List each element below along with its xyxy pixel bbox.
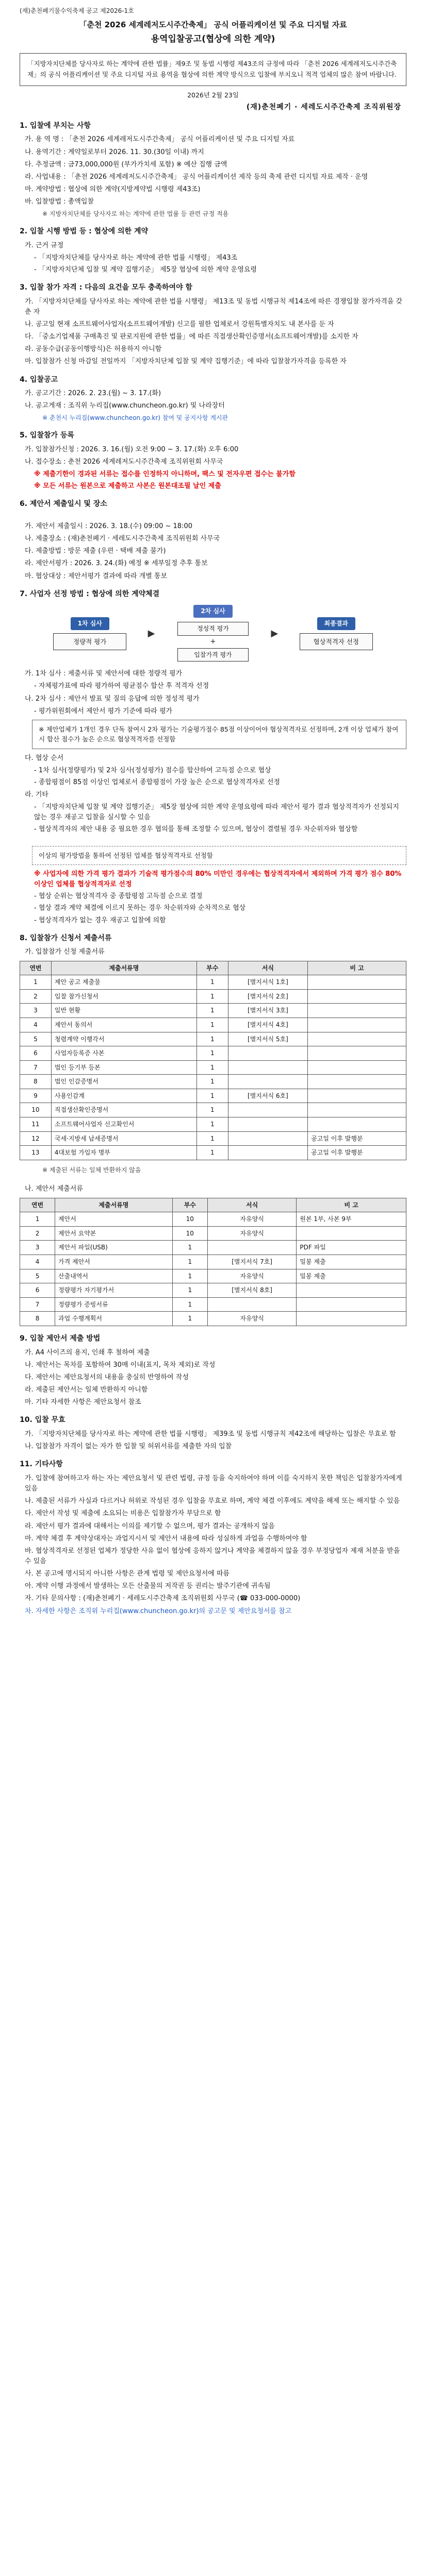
- table-cell: 3: [20, 1004, 52, 1018]
- s5-item: 가. 입찰참가신청 : 2026. 3. 16.(월) 오전 9:00 ~ 3. 17.(화) 오후 6:00: [25, 445, 239, 453]
- s11-item: 차. 자세한 사항은 조직위 누리집(www.chuncheon.go.kr)의 공고문 및 제안요청서를 참고: [25, 1607, 292, 1615]
- s8-note: ※ 제출된 서류는 일체 반환하지 않음: [42, 1166, 141, 1174]
- table-cell: 직접생산확인증명서: [51, 1103, 196, 1117]
- table-cell: 8: [20, 1312, 55, 1326]
- table-header: 부수: [172, 1198, 207, 1212]
- table-header: 제출서류명: [51, 961, 196, 975]
- table-cell: 2: [20, 989, 52, 1004]
- table-cell: [별지서식 8호]: [207, 1283, 297, 1298]
- table-cell: 4: [20, 1018, 52, 1032]
- table-cell: [308, 1117, 406, 1132]
- table-cell: 사업자등록증 사본: [51, 1046, 196, 1061]
- table-row: [20, 1146, 406, 1160]
- table-row: [20, 1032, 406, 1046]
- table-header: 제출서류명: [55, 1198, 173, 1212]
- s1-item: 바. 입찰방법 : 총액입찰: [25, 198, 94, 206]
- table-cell: 입찰 참가신청서: [51, 989, 196, 1004]
- s7-item: - 협상적격자가 없는 경우 재공고 입찰에 의함: [34, 916, 166, 924]
- table-header: 부수: [196, 961, 228, 975]
- table-cell: [228, 1131, 307, 1146]
- title-line: 「춘천 2026 세계레저도시주간축제」 공식 어플리케이션 및 주요 디지털 자료: [79, 20, 347, 29]
- section-9-title: 9. 입찰 제안서 제출 방법: [20, 1334, 101, 1343]
- s7-item: - 평가위원회에서 제안서 평가 기준에 따라 평가: [34, 707, 173, 715]
- s7-item: - 「지방자치단체 입찰 및 계약 집행기준」 제5장 협상에 의한 계약 운영요령에 따라 제안서 평가 결과 협상적격자가 선정되지 않는 경우 재공고 입찰을 실시할 수 있음: [34, 803, 399, 822]
- section-8-title: 8. 입찰참가 신청서 제출서류: [20, 934, 112, 942]
- table-header: 연번: [20, 1198, 55, 1212]
- s3-item: 다. 「중소기업제품 구매촉진 및 판로지원에 관한 법률」에 따른 직접생산확인증명서(소프트웨어개발)를 소지한 자: [25, 333, 358, 341]
- s6-item: 마. 협상대상 : 제안서평가 결과에 따라 개별 통보: [25, 572, 168, 580]
- table-cell: 1: [196, 975, 228, 990]
- table-cell: 1: [196, 1060, 228, 1075]
- table-cell: 10: [172, 1212, 207, 1227]
- s6-item: 나. 제출장소 : (재)춘천폐기 · 세레도시주간축제 조직위원회 사무국: [25, 535, 220, 543]
- table-cell: [297, 1297, 406, 1312]
- flow-step-2: [172, 605, 254, 663]
- flow-step-1: [48, 617, 131, 650]
- table-cell: [별지서식 2호]: [228, 989, 307, 1004]
- table-cell: 산출내역서: [55, 1269, 173, 1283]
- table-cell: 10: [20, 1103, 52, 1117]
- table-header-row: [20, 961, 406, 975]
- section-6-title: 6. 제안서 제출일시 및 장소: [20, 500, 107, 509]
- s10-item: 나. 입찰참가 자격이 없는 자가 한 입찰 및 허위서류를 제출한 자의 입찰: [25, 1443, 232, 1451]
- s9-item: 마. 기타 자세한 사항은 제안요청서 참조: [25, 1398, 141, 1406]
- table-cell: [308, 1046, 406, 1061]
- table-cell: [별지서식 7호]: [207, 1255, 297, 1269]
- section-2-title: 2. 입찰 시행 방법 등 : 협상에 의한 계약: [20, 227, 148, 235]
- s7-item: 라. 기타: [25, 791, 48, 799]
- table-cell: [207, 1241, 297, 1255]
- s5-item: 나. 접수장소 : 춘천 2026 세계레저도시주간축제 조직위원회 사무국: [25, 457, 223, 466]
- s7-item: - 자체평가표에 따라 평가하여 평균점수 합산 후 적격자 선정: [34, 682, 209, 690]
- table-header-row: [20, 1198, 406, 1212]
- table-cell: 7: [20, 1297, 55, 1312]
- table-cell: [308, 1060, 406, 1075]
- s9-item: 다. 제안서는 제안요청서의 내용을 충실히 반영하여 작성: [25, 1373, 189, 1381]
- table-cell: 제안서 요약본: [55, 1226, 173, 1241]
- s7-item: - 협상 결과 계약 체결에 이르지 못하는 경우 차순위자와 순차적으로 협상: [34, 904, 246, 912]
- s3-item: 나. 공고일 현재 소프트웨어사업자(소프트웨어개발) 신고를 필한 업체로서 강원특별자치도 내 본사를 둔 자: [25, 320, 334, 328]
- s11-item: 다. 제안서 작성 및 제출에 소요되는 비용은 입찰참가자 부담으로 함: [25, 1510, 221, 1518]
- table-cell: 1: [20, 975, 52, 990]
- table-header: 서식: [207, 1198, 297, 1212]
- s7-item: - 협상 순위는 협상적격자 중 종합평점 고득점 순으로 결정: [34, 892, 203, 901]
- s7-warning: ※ 사업자에 의한 가격 평가 결과가 기술적 평가점수의 80% 미만인 경우에는 협상적격자에서 제외하며 가격 평가 점수 80% 이상인 업체를 협상적격자로 선정: [34, 870, 402, 889]
- table-cell: 6: [20, 1046, 52, 1061]
- table-cell: 밀봉 제출: [297, 1255, 406, 1269]
- table-row: [20, 1004, 406, 1018]
- s10-item: 가. 「지방자치단체를 당사자로 하는 계약에 관한 법률 시행령」 제39조 및 동법 시행규칙 제42조에 해당하는 입찰은 무효로 함: [25, 1430, 396, 1438]
- section-10-title: 10. 입찰 무효: [20, 1416, 65, 1425]
- table-cell: 6: [20, 1283, 55, 1298]
- s1-item: 가. 용 역 명 : 「춘천 2026 세계레저도시주간축제」 공식 어플리케이션 및 주요 디지털 자료: [25, 135, 295, 144]
- s11-item: 마. 계약 체결 후 계약상대자는 과업지시서 및 제안서 내용에 따라 성실하게 과업을 수행하여야 함: [25, 1534, 307, 1543]
- s8-subtitle: 나. 제안서 제출서류: [25, 1185, 83, 1193]
- section-4-title: 4. 입찰공고: [20, 375, 58, 384]
- table-row: [20, 1060, 406, 1075]
- table-cell: 1: [172, 1241, 207, 1255]
- table-cell: [228, 1103, 307, 1117]
- table-cell: 7: [20, 1060, 52, 1075]
- table-cell: PDF 파일: [297, 1241, 406, 1255]
- s6-item: 가. 제안서 제출일시 : 2026. 3. 18.(수) 09:00 ~ 18:00: [25, 522, 192, 531]
- table-cell: 청렴계약 이행각서: [51, 1032, 196, 1046]
- table-cell: 공고일 이후 발행분: [308, 1146, 406, 1160]
- s7-boxed-note: ※ 제안업체가 1개인 경우 단독 참여시 2차 평가는 기술평가점수 85점 이상이어야 협상적격자로 선정하며, 2개 이상 업체가 참여 시 합산 점수가 높은 순으로 협상적격자를 선정함: [32, 720, 406, 749]
- table-cell: 사용인감계: [51, 1089, 196, 1103]
- table-cell: [308, 1089, 406, 1103]
- table-cell: 법인 등기부 등본: [51, 1060, 196, 1075]
- table-cell: 9: [20, 1089, 52, 1103]
- table-cell: 2: [20, 1226, 55, 1241]
- s9-item: 가. A4 사이즈의 용지, 인쇄 후 철하여 제출: [25, 1348, 150, 1357]
- table-cell: 1: [196, 1032, 228, 1046]
- s11-item: 가. 입찰에 참여하고자 하는 자는 제안요청서 및 관련 법령, 규정 등을 숙지하여야 하며 이를 숙지하지 못한 책임은 입찰참가자에게 있음: [25, 1474, 402, 1493]
- table-cell: 원본 1부, 사본 9부: [297, 1212, 406, 1227]
- table-cell: [308, 1004, 406, 1018]
- table-header: 서식: [228, 961, 307, 975]
- s11-item: 바. 협상적격자로 선정된 업체가 정당한 사유 없이 협상에 응하지 않거나 계약을 체결하지 않을 경우 부정당업자 제재 처분을 받을 수 있음: [25, 1547, 400, 1565]
- s1-item: 다. 추정금액 : 금73,000,000원 (부가가치세 포함) ※ 예산 집행 금액: [25, 160, 227, 168]
- table-cell: [207, 1297, 297, 1312]
- table-row: [20, 1117, 406, 1132]
- table-body: [20, 1212, 406, 1326]
- table-cell: 4: [20, 1255, 55, 1269]
- s2-item: - 「지방자치단체 입찰 및 계약 집행기준」 제5장 협상에 의한 계약 운영요령: [34, 265, 257, 274]
- s4-item: 가. 공고기간 : 2026. 2. 23.(월) ~ 3. 17.(화): [25, 389, 161, 398]
- submission-table-1: [20, 961, 406, 1160]
- s1-item: 마. 계약방법 : 협상에 의한 계약(지방계약법 시행령 제43조): [25, 185, 201, 193]
- table-cell: 1: [196, 1089, 228, 1103]
- table-cell: 법인 인감증명서: [51, 1075, 196, 1089]
- s7-item: - 1차 심사(정량평가) 및 2차 심사(정성평가) 점수를 합산하여 고득점 순으로 협상: [34, 766, 271, 774]
- s11-item: 라. 제안서 평가 결과에 대해서는 이의를 제기할 수 없으며, 평가 결과는 공개하지 않음: [25, 1522, 275, 1530]
- section-11-title: 11. 기타사항: [20, 1460, 63, 1469]
- section-7-title: 7. 사업자 선정 방법 : 협상에 의한 계약체결: [20, 589, 160, 598]
- flow-step-2-head: 2차 심사: [193, 605, 232, 618]
- table-cell: 10: [172, 1226, 207, 1241]
- arrow-right-icon: ▶: [148, 628, 155, 639]
- s7-item: - 협상적격자의 제안 내용 중 필요한 경우 협의를 통해 조정할 수 있으며, 협상이 결렬될 경우 차순위자와 협상함: [34, 825, 358, 834]
- s7-item: 가. 1차 심사 : 제출서류 및 제안서에 대한 정량적 평가: [25, 670, 183, 678]
- table-cell: [별지서식 1호]: [228, 975, 307, 990]
- table-cell: 정량평가 자기평가서: [55, 1283, 173, 1298]
- table-row: [20, 1283, 406, 1298]
- table-cell: 1: [196, 1146, 228, 1160]
- s5-warning: ※ 제출기한이 경과된 서류는 접수를 인정하지 아니하며, 팩스 및 전자우편 접수는 불가함: [34, 470, 296, 479]
- table-cell: 12: [20, 1131, 52, 1146]
- table-cell: 1: [172, 1283, 207, 1298]
- table-cell: [308, 1103, 406, 1117]
- table-cell: [308, 1032, 406, 1046]
- table-cell: 제안서: [55, 1212, 173, 1227]
- table-cell: 1: [196, 1046, 228, 1061]
- table-cell: [별지서식 3호]: [228, 1004, 307, 1018]
- flow-step-2-box1: 정성적 평가: [177, 622, 249, 636]
- table-row: [20, 1075, 406, 1089]
- table-cell: 1: [172, 1312, 207, 1326]
- notice-signer: (재)춘천폐기 · 세레도시주간축제 조직위원장: [246, 103, 401, 112]
- s8-subtitle: 가. 입찰참가 신청 제출서류: [25, 948, 105, 956]
- table-row: [20, 1269, 406, 1283]
- org-line: (재)춘천폐기물수익축제 공고 제2026-1호: [20, 7, 134, 14]
- table-row: [20, 1103, 406, 1117]
- table-cell: 일반 현황: [51, 1004, 196, 1018]
- table-body: [20, 975, 406, 1160]
- s6-item: 라. 제안서평가 : 2026. 3. 24.(화) 예정 ※ 세부일정 추후 통보: [25, 560, 208, 568]
- submission-table-2: [20, 1198, 406, 1326]
- table-cell: [228, 1075, 307, 1089]
- flow-step-3: [295, 617, 378, 650]
- table-cell: 자유양식: [207, 1226, 297, 1241]
- table-cell: [308, 989, 406, 1004]
- notice-date: 2026년 2월 23일: [187, 91, 239, 99]
- table-cell: 1: [172, 1255, 207, 1269]
- table-cell: 제안 공고 제출물: [51, 975, 196, 990]
- table-cell: [297, 1312, 406, 1326]
- table-cell: 1: [196, 1004, 228, 1018]
- table-cell: 제안서 동의서: [51, 1018, 196, 1032]
- table-cell: [별지서식 5호]: [228, 1032, 307, 1046]
- table-cell: 1: [196, 1103, 228, 1117]
- table-cell: 소프트웨어사업자 신고확인서: [51, 1117, 196, 1132]
- s7-item: 다. 협상 순서: [25, 754, 64, 762]
- table-cell: 1: [172, 1269, 207, 1283]
- s7-item: - 종합평점이 85점 이상인 업체로서 종합평점이 가장 높은 순으로 협상적격자로 선정: [34, 778, 280, 786]
- s1-note: ※ 지방자치단체를 당사자로 하는 계약에 관한 법률 등 관련 규정 적용: [42, 210, 229, 218]
- flow-step-1-box: 정량적 평가: [53, 633, 126, 650]
- flow-step-3-head: 최종결과: [317, 617, 355, 630]
- s4-note: ※ 춘천시 누리집(www.chuncheon.go.kr) 참여 및 공지사항 게시판: [42, 414, 228, 422]
- table-row: [20, 1312, 406, 1326]
- table-row: [20, 1018, 406, 1032]
- table-cell: 정량평가 증빙서류: [55, 1297, 173, 1312]
- s11-item: 나. 제출된 서류가 사실과 다르거나 허위로 작성된 경우 입찰을 무효로 하며, 계약 체결 이후에도 계약을 해제 또는 해지할 수 있음: [25, 1497, 400, 1505]
- s1-item: 나. 용역기간 : 계약일로부터 2026. 11. 30.(30일 이내) 까지: [25, 148, 204, 156]
- page-title: 용역입찰공고(협상에 의한 계약): [151, 34, 275, 45]
- s3-item: 가. 「지방자치단체를 당사자로 하는 계약에 관한 법률 시행령」 제13조 및 동법 시행규칙 제14조에 따른 경쟁입찰 참가자격을 갖춘 자: [25, 297, 403, 316]
- table-cell: 밀봉 제출: [297, 1269, 406, 1283]
- table-cell: 공고일 이후 발행분: [308, 1131, 406, 1146]
- table-cell: 자유양식: [207, 1269, 297, 1283]
- table-cell: 3: [20, 1241, 55, 1255]
- s11-item: 아. 계약 이행 과정에서 발생하는 모든 산출물의 저작권 등 권리는 발주기관에 귀속됨: [25, 1582, 271, 1590]
- table-cell: [308, 1075, 406, 1089]
- s9-item: 라. 제출된 제안서는 일체 반환하지 아니함: [25, 1386, 148, 1394]
- table-cell: 1: [196, 1018, 228, 1032]
- table-cell: [별지서식 4호]: [228, 1018, 307, 1032]
- table-cell: 5: [20, 1269, 55, 1283]
- s6-item: 다. 제출방법 : 방문 제출 (우편 · 택배 제출 불가): [25, 547, 166, 555]
- table-cell: [228, 1146, 307, 1160]
- s5-warning: ※ 모든 서류는 원본으로 제출하고 사본은 원본대조필 날인 제출: [34, 482, 221, 490]
- table-cell: [228, 1046, 307, 1061]
- table-row: [20, 1131, 406, 1146]
- s4-item: 나. 공고게재 : 조직위 누리집(www.chuncheon.go.kr) 및 나라장터: [25, 402, 225, 410]
- table-cell: 8: [20, 1075, 52, 1089]
- s11-item: 자. 기타 문의사항 : (재)춘천폐기 · 세레도시주간축제 조직위원회 사무국 (☎ 033-000-0000): [25, 1595, 301, 1603]
- table-cell: 11: [20, 1117, 52, 1132]
- table-cell: [228, 1117, 307, 1132]
- table-cell: [308, 975, 406, 990]
- flow-step-3-box: 협상적격자 선정: [300, 633, 373, 650]
- flow-step-2-box2: 입찰가격 평가: [177, 648, 249, 662]
- s1-item: 라. 사업내용 : 「춘천 2026 세계레저도시주간축제」 공식 어플리케이션 제작 등의 축제 관련 디지털 자료 제작 · 운영: [25, 173, 368, 181]
- section-1-title: 1. 입찰에 부치는 사항: [20, 121, 91, 130]
- table-row: [20, 1241, 406, 1255]
- table-cell: 과업 수행계획서: [55, 1312, 173, 1326]
- table-cell: 1: [196, 1075, 228, 1089]
- table-cell: [228, 1060, 307, 1075]
- table-row: [20, 1255, 406, 1269]
- table-cell: 13: [20, 1146, 52, 1160]
- s7-item: 나. 2차 심사 : 제안서 발표 및 질의 응답에 의한 정성적 평가: [25, 694, 200, 703]
- flow-plus: +: [210, 637, 216, 646]
- table-row: [20, 1089, 406, 1103]
- s7-dotted-note: 이상의 평가방법을 통하여 선정된 업체를 협상적격자로 선정함: [32, 846, 406, 865]
- table-row: [20, 1046, 406, 1061]
- table-cell: 자유양식: [207, 1212, 297, 1227]
- table-cell: [별지서식 6호]: [228, 1089, 307, 1103]
- section-3-title: 3. 입찰 참가 자격 : 다음의 요건을 모두 충족하여야 함: [20, 283, 193, 292]
- section-5-title: 5. 입찰참가 등록: [20, 431, 74, 440]
- table-cell: 국세·지방세 납세증명서: [51, 1131, 196, 1146]
- s9-item: 나. 제안서는 목차를 포함하여 30매 이내(표지, 목차 제외)로 작성: [25, 1361, 216, 1369]
- table-cell: [297, 1226, 406, 1241]
- table-cell: 1: [172, 1297, 207, 1312]
- table-cell: 1: [196, 1131, 228, 1146]
- selection-flow-diagram: [40, 605, 386, 663]
- table-cell: 4대보험 가입자 명부: [51, 1146, 196, 1160]
- table-row: [20, 1226, 406, 1241]
- table-cell: [297, 1283, 406, 1298]
- s2-item: - 「지방자치단체를 당사자로 하는 계약에 관한 법률 시행령」 제43조: [34, 253, 238, 262]
- table-cell: 5: [20, 1032, 52, 1046]
- table-cell: 제안서 파일(USB): [55, 1241, 173, 1255]
- table-cell: 자유양식: [207, 1312, 297, 1326]
- flow-step-1-head: 1차 심사: [71, 617, 109, 630]
- notice-intro: 「지방자치단체를 당사자로 하는 계약에 관한 법률」제9조 및 동법 시행령 제43조의 규정에 따라 「춘천 2026 세계레저도시주간축제」의 공식 어플리케이션 및 주요 디지털 자료 용역을 협상에 의한 계약 방식으로 입찰에 부치오니 적격 업체의 많은 참여 바랍니다.: [20, 53, 406, 86]
- table-cell: 가격 제안서: [55, 1255, 173, 1269]
- s11-item: 사. 본 공고에 명시되지 아니한 사항은 관계 법령 및 제안요청서에 따름: [25, 1570, 230, 1578]
- table-cell: [308, 1018, 406, 1032]
- table-header: 비 고: [297, 1198, 406, 1212]
- s3-item: 라. 공동수급(공동이행방식)은 허용하지 아니함: [25, 345, 162, 353]
- table-cell: 1: [196, 989, 228, 1004]
- table-header: 연번: [20, 961, 52, 975]
- table-cell: 1: [196, 1117, 228, 1132]
- table-header: 비 고: [308, 961, 406, 975]
- table-cell: 1: [20, 1212, 55, 1227]
- table-row: [20, 1297, 406, 1312]
- table-row: [20, 1212, 406, 1227]
- table-row: [20, 975, 406, 990]
- s3-item: 마. 입찰참가 신청 마감일 전일까지 「지방자치단체 입찰 및 계약 집행기준」에 따라 입찰참가자격을 등록한 자: [25, 358, 347, 366]
- s2-item: 가. 근거 규정: [25, 241, 64, 249]
- arrow-right-icon: ▶: [271, 628, 278, 639]
- table-row: [20, 989, 406, 1004]
